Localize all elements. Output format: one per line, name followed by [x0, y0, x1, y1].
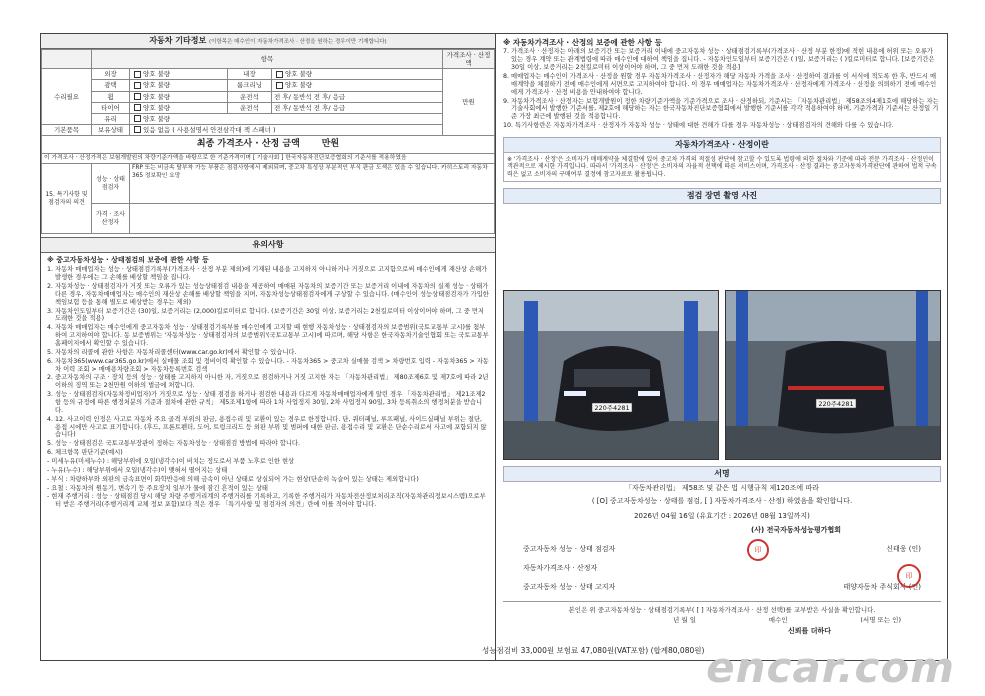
signature-line1: 「자동차관리법」 제58조 및 같은 법 시행규칙 제120조에 따라 [625, 484, 819, 492]
row-options [130, 113, 443, 124]
row-label2: 룸크리닝 [227, 80, 271, 91]
special-label: 15. 특기사항 및 점검자의 의견 [42, 164, 92, 234]
rear-plate: 220주4281 [818, 400, 854, 408]
row-options-text: 양호 불량 [143, 70, 171, 79]
front-car-image [504, 291, 719, 460]
note-item: 2. 자동차성능 · 상태점검자가 거짓 또는 오류가 있는 성능상태점검 내용을 제공하여 매매된 자동차의 보증기간 또는 보증거리 이내에 자동차의 실제 성능 · 상태가 다른 경우, 자동차매매업자는 매수인의 재산상 손해를 배상할 책임을 지며, 자동차성능상태점검자에게 구상할 수 있습니다. (매수인이 성능상태점검자가 가입한 책임보험 등을 통해 별도로 배상받는 경우는 제외) [47, 282, 489, 306]
row-options-text: 양호 불량 [143, 81, 171, 90]
price-header: 가격조사 · 산정액 [443, 50, 495, 69]
notifier-mark: (인) [908, 582, 921, 591]
inspection-document [40, 33, 948, 661]
rear-inspection-photo [725, 290, 941, 460]
org-seal-icon: 印 [747, 539, 769, 561]
appraisal-box-text: ※ '가격조사 · 산정'은 소비자가 매매계약을 체결함에 있어 중고차 가격의 적절성 판단에 참고할 수 있도록 법령에 의한 절차와 기준에 따라 전문 가격조사 · 산정인이 객관적으로 제시한 가격입니다. 따라서 '가격조사 · 산정'은 소비자의 자율적 선택에 따른 서비스이며, 가격조사 · 산정 결과는 중고자동차가격판단에 관하여 법적 구속력은 없고 소비자의 구매여부 결정에 참고자료로 활용됩니다. [503, 153, 941, 183]
row-options2-text: 전 후/ 동반석 전 후/ 응급 [273, 103, 346, 112]
front-inspection-photo [503, 290, 719, 460]
row-options-text: 양호 불량 [143, 114, 171, 123]
note-item: 7. 가격조사 · 산정자는 아래의 보증기간 또는 보증거리 이내에 중고자동차 성능 · 상태점검기록부(가격조사 · 산정 부분 한정)에 적힌 내용에 허위 또는 오류가 있는 경우 계약 또는 관계법령에 따라 매수인에 대하여 책임을 집니다. - 자동차인도일부터 보증기간은 ( )일, 보증거리는 ( )킬로미터로 합니다. [보증기간은 30일 이상, 보증거리는 2천킬로미터 이상이어야 하며, 그 중 먼저 도래한 것을 적용] [503, 48, 935, 72]
row-options-text: 양호 불량 [143, 103, 171, 112]
left-column [41, 34, 496, 660]
rear-car-image [726, 291, 941, 460]
inspector-name: 신태웅 [886, 545, 907, 553]
checkbox[interactable] [134, 82, 141, 89]
row-label: 광택 [92, 80, 130, 91]
signature-section [503, 480, 941, 635]
note-item: 8. 매매업자는 매수인이 가격조사 · 산정을 원할 경우 자동차가격조사 · 산정자가 해당 자동차 가격을 조사 · 산정하여 결과를 이 서식에 적도록 한 후, 반드시 매매계약을 체결하기 전에 매수인에게 서면으로 고지하여야 합니다. 이 경우 매매업자는 자동차가격조사 · 산정자에게 가격조사 · 산정을 의뢰하기 전에 매수인에게 가격조사 · 산정 비용을 안내하여야 합니다. [503, 72, 937, 96]
row-label2: 내장 [227, 69, 271, 80]
note-item: 2. 중고자동차의 구조 · 장치 등의 성능 · 상태를 고지하지 아니한 자, 거짓으로 점검하거나 거짓 고지한 자는 「자동차관리법」 제80조제6호 및 제7호에 따라 2년 이하의 징역 또는 2천만원 이하의 벌금에 처합니다. [47, 374, 489, 390]
row-label: 외장 [92, 69, 130, 80]
notes-section [41, 253, 495, 513]
special-sub-appraiser: 가격 · 조사 산정자 [92, 204, 130, 234]
price-note: 이 가격조사 · 산정가격은 보험개발원의 차량기준가액을 바탕으로 한 기준가격이며 [ 기술사회 ] 한국자동차진단보증협회의 기준서를 적용하였음 [42, 154, 495, 164]
right-column [497, 34, 947, 660]
row-options [130, 91, 228, 102]
row-options-text: 양호 불량 [143, 92, 171, 101]
price-unit: 만원 [443, 69, 495, 136]
row-options2-text: 양호 불량 [284, 70, 313, 79]
notes-title: 유의사항 [41, 237, 495, 253]
note-item: - 요철 : 자동차의 원동기, 변속기 등 주요장치 일부가 물에 잠긴 흔적이 있는 상태 [47, 484, 268, 492]
guarantee-list [503, 48, 941, 130]
final-price-unit: 만원 [321, 139, 340, 149]
signature-org: (사) 전국자동차성능평가협회 [751, 526, 841, 535]
note-item: 5. 자동차의 리콜에 관한 사항은 자동차리콜센터(www.car.go.kr)에서 확인할 수 있습니다. [47, 348, 297, 356]
inspector-sign [886, 545, 921, 554]
row-options [130, 69, 228, 80]
special-sub-inspector: 성능 · 상태 점검자 [92, 164, 130, 204]
row-options2 [271, 102, 442, 113]
signature-title: 서명 [503, 466, 941, 482]
row-label: 타이어 [92, 102, 130, 113]
signature-line2: ( [O] 중고자동차성능 · 상태를 점검, [ ] 자동차가격조사 · 산정) 하였음을 확인합니다. [591, 496, 853, 505]
notes-heading: ※ 중고자동차성능 · 상태점검의 보증에 관한 사항 등 [47, 256, 209, 265]
note-item: 5. 성능 · 상태점검은 국토교통부장관이 정하는 자동차성능 · 상태점검 방법에 따라야 합니다. [47, 440, 301, 448]
note-item: 3. 성능 · 상태점검자(자동차정비업자)가 거짓으로 성능 · 상태 점검을 하거나 점검한 내용과 다르게 자동차매매업자에게 알린 경우 「자동차관리법」 제21조제2항 등의 규정에 따른 행정처분의 기준과 절차에 관한 규칙」 제5조제1항에 따라 1차 사업정지 30일, 2차 사업정지 90일, 3차 등록취소의 행정처분을 받습니다. [47, 391, 486, 414]
note-item: 4. 12. 사고이력 인정은 사고로 자동차 주요 골격 부위의 판금, 용접수리 및 교환이 있는 경우로 한정합니다. 단, 쿼터패널, 루프패널, 사이드실패널 부위는 절단, 용접 시에만 사고로 표기합니다. (후드, 프론트펜더, 도어, 트렁크리드 등 외판 부위 및 범퍼에 대한 판금, 용접수리 및 교환은 단순수리로서 사고에 포함되지 않습니다) [47, 415, 487, 439]
row-options [130, 102, 228, 113]
note-item: 1. 자동차 매매업자는 성능 · 상태점검기록부(가격조사 · 산정 부분 제외)에 기재된 내용을 고지하지 아니하거나 거짓으로 고지함으로써 매수인에게 재산상 손해가 발생한 경우에는 그 손해를 배상할 책임을 집니다. [47, 266, 488, 282]
basic-items-sub: 보유상태 [92, 124, 130, 135]
notifier-label: 중고자동차 성능 · 상태 고지자 [523, 582, 616, 591]
inspector-seal-icon: 印 [897, 564, 921, 588]
row-options2-text: 전 후/ 동반석 전 후/ 응급 [273, 92, 346, 101]
note-item: 6. 체크항목 판단기준(예시) [47, 449, 123, 457]
watermark-text: encar.com [706, 642, 955, 692]
checkbox[interactable] [134, 71, 141, 78]
guarantee-section [497, 34, 947, 135]
buyer-mark: (서명 또는 인) [860, 616, 901, 625]
note-item: 10. 특기사항란은 자동차가격조사 · 산정자가 자동차 성능 · 상태에 대한 견해가 다를 경우 자동차성능 · 상태점검자의 견해와 다를 수 있습니다. [503, 122, 894, 130]
checkbox[interactable] [134, 126, 141, 133]
special-text: FRP 또는 비금속 탈부착 가능 부품은 점검사항에서 제외되며, 중고차 특성상 부분적인 부식 판금 도색은 있을 수 있습니다. 카히스토리 자동차365 정보확인 요망 [130, 164, 495, 204]
note-item: - 부식 : 차량하부와 외판의 금속표면이 화학반응에 의해 금속이 아닌 상태로 상실되어 가는 현상(단순히 녹슬어 있는 상태는 제외합니다) [47, 475, 419, 483]
row-label2: 운전석 [227, 91, 271, 102]
guarantee-heading: ※ 자동차가격조사 · 산정의 보증에 관한 사항 등 [503, 38, 662, 47]
basic-info-title-text: 자동차 기타정보 [149, 36, 207, 45]
notifier-name: 태양자동차 주식회사 [843, 582, 907, 591]
receipt-box [503, 601, 941, 635]
basic-info-title [41, 34, 495, 49]
inspector-row [503, 545, 941, 554]
repair-group-label: 수리필요 [42, 69, 92, 125]
basic-info-table [41, 49, 495, 234]
basic-items-options [130, 124, 443, 135]
note-item: 4. 자동차 매매업자는 매수인에게 중고자동차 성능 · 상태점검기록부를 매수인에게 고지할 때 현행 자동차성능 · 상태점검자의 보증범위(국토교통부 고시)를 첨부하여 고지하여야 합니다. 동 보증범위는 '자동차성능 · 상태점검자의 보증범위'(국토교통부 고시)에 따르며, 해당 사항은 한국자동차기술인협회 또는 국토교통부 홈페이지에서 확인할 수 있습니다. [47, 324, 489, 347]
inspector-mark: (인) [908, 545, 921, 553]
receipt-date-row [503, 614, 941, 624]
buyer-label: 매수인 [768, 616, 788, 625]
notes-list [47, 266, 489, 509]
row-label: 휠 [92, 91, 130, 102]
appraiser-label: 자동차가격조사 · 산정자 [523, 563, 598, 572]
note-item: - 현재 주행거리 : 성능 · 상태점검 당시 해당 차량 주행거리계의 주행거리를 기록하고, 기록한 주행거리가 자동차전산정보처리조직(자동차관리정보시스템)으로부터 받은 주행거리(주행거리계 교체 정보 포함)보다 적은 경우 「특기사항 및 점검자의 의견」란에 이를 적어야 합니다. [47, 493, 486, 509]
final-price-row [42, 136, 495, 154]
note-item: 6. 자동차365(www.car365.go.kr)에서 실매물 조회 및 정비이력 확인할 수 있습니다. - 자동차365 > 중고차 실매물 검색 > 차량번호 입력 - 자동차365 > 자동차 이력 조회 > 매매용차량조회 > 자동차등록번호 검색 [47, 357, 489, 373]
appraiser-row [503, 564, 941, 573]
front-plate: 220주4281 [594, 404, 630, 412]
item-header: 항목 [92, 50, 443, 69]
row-options2 [271, 91, 442, 102]
notifier-row [503, 583, 941, 592]
note-item: - 누유(누수) : 해당부위에서 오일(냉각수)이 맺혀서 떨어지는 상태 [47, 466, 228, 474]
row-options2-text: 양호 불량 [284, 81, 313, 90]
final-price-label: 최종 가격조사 · 산정 금액 [196, 139, 300, 149]
trust-slogan: 신뢰를 더하다 [787, 626, 831, 635]
row-options2 [271, 69, 442, 80]
note-item: 3. 자동차인도일부터 보증기간은 (30)일, 보증거리는 (2,000)킬로미터로 합니다. (보증기간은 30일 이상, 보증거리는 2천킬로미터 이상이어야 하며, 그 중 먼저 도래한 것을 적용) [47, 307, 485, 323]
checkbox[interactable] [134, 115, 141, 122]
row-options [130, 80, 228, 91]
checkbox[interactable] [134, 93, 141, 100]
photos-title: 점검 장면 촬영 사진 [503, 188, 941, 204]
basic-info-title-note: (이항목은 매수인이 자동차가격조사 · 산정을 원하는 경우이만 기재합니다) [209, 39, 387, 45]
note-item: 9. 자동차가격조사 · 산정자는 보험개발원이 정한 차량기준가액을 기준가격으로 조사 · 산정하되, 기준서는 「자동차관리법」 제58조의4제1호에 해당하는 자는 기술사회에서 발행한 기준서를, 제2호에 해당하는 자는 한국자동차진단보증협회에서 발행한 기준서를 각각 적용하여야 하며, 기준가격과 기준서는 산정일 기준 가장 최근에 발행된 것을 적용합니다. [503, 97, 939, 121]
receipt-line: 본인은 위 중고자동차성능 · 상태점검기록부( [ ] 자동차가격조사 · 산정 선택)를 교부받은 사실을 확인합니다. [568, 606, 876, 615]
checkbox[interactable] [276, 71, 283, 78]
row-options2 [271, 80, 442, 91]
row-label: 유리 [92, 113, 130, 124]
basic-items-options-text: 있음 없음 ( 사용설명서 안전삼각대 잭 스패너 ) [143, 125, 276, 134]
row-label2: 운전석 [227, 102, 271, 113]
checkbox[interactable] [276, 82, 283, 89]
fee-line: 성능점검비 33,000원 보험료 47,080원(VAT포함) (합계80,080원) [482, 646, 705, 655]
basic-items-label: 기본품목 [42, 124, 92, 135]
note-item: - 미세누유(미세누수) : 해당부위에 오일(냉각수)이 비치는 정도로서 부품 노후로 인한 현상 [47, 458, 295, 465]
appraisal-box-title: 자동차가격조사 · 산정이란 [503, 137, 941, 153]
receipt-date: 년 월 일 [673, 616, 696, 625]
blank-header [42, 50, 92, 69]
signature-date: 2026년 04월 16일 (유효기간 : 2026년 08월 13일까지) [634, 511, 810, 520]
checkbox[interactable] [134, 104, 141, 111]
special-appraiser-text [130, 204, 495, 234]
inspector-label: 중고자동차 성능 · 상태 점검자 [523, 545, 616, 553]
